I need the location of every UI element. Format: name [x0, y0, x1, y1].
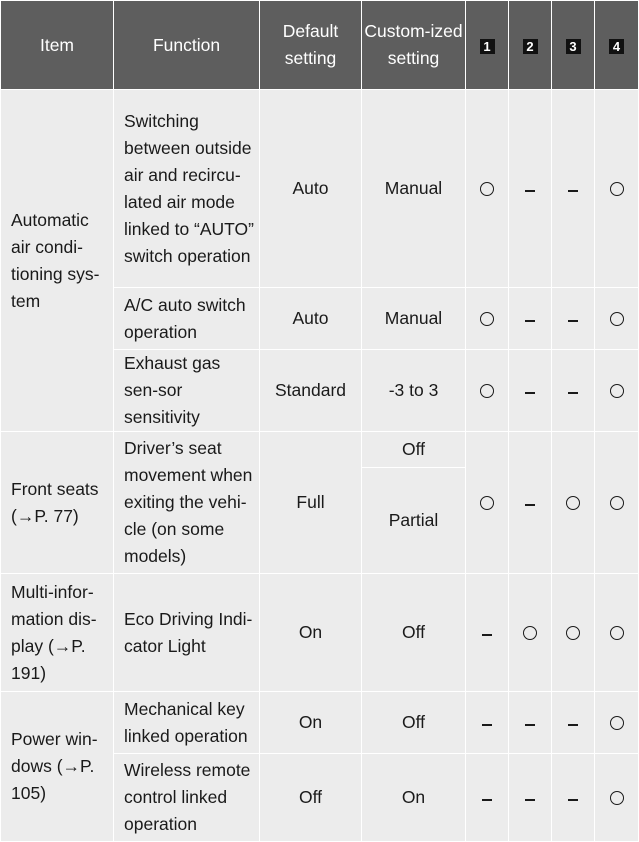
mark-cell [595, 754, 639, 842]
dash-icon [482, 799, 492, 801]
mark-cell [509, 350, 552, 432]
mark-cell [509, 574, 552, 692]
customized-cell: Partial [362, 468, 466, 574]
circle-icon [480, 496, 494, 510]
circle-icon [480, 312, 494, 326]
customized-cell: Off [362, 432, 466, 468]
header-col-3 [552, 1, 595, 90]
mark-cell [595, 432, 639, 574]
header-default-setting: Default setting [260, 1, 362, 90]
customized-cell: On [362, 754, 466, 842]
dash-icon [568, 320, 578, 322]
circle-icon [610, 496, 624, 510]
circle-icon [610, 626, 624, 640]
dash-icon [568, 799, 578, 801]
mark-cell [552, 692, 595, 754]
mark-cell [595, 350, 639, 432]
circle-icon [610, 312, 624, 326]
circle-icon [566, 626, 580, 640]
default-cell: Auto [260, 288, 362, 350]
mark-cell [552, 350, 595, 432]
mark-cell [595, 288, 639, 350]
mark-cell [466, 692, 509, 754]
item-cell: Automatic air condi-tioning sys-tem [1, 90, 114, 432]
mark-cell [466, 574, 509, 692]
circle-icon [610, 791, 624, 805]
mark-cell [552, 754, 595, 842]
function-cell: Mechanical key linked operation [114, 692, 260, 754]
default-cell: Standard [260, 350, 362, 432]
dash-icon [568, 190, 578, 192]
mark-cell [509, 692, 552, 754]
mark-cell [466, 350, 509, 432]
function-cell: Driver’s seat movement when exiting the vehi-cle (on some models) [114, 432, 260, 574]
mark-cell [466, 754, 509, 842]
circle-icon [523, 626, 537, 640]
dash-icon [525, 320, 535, 322]
mark-cell [552, 574, 595, 692]
mark-cell [466, 432, 509, 574]
mark-cell [509, 754, 552, 842]
function-cell: Switching between outside air and recircu-lated air mode linked to “AUTO” switch operation [114, 90, 260, 288]
number-badge-1: 1 [480, 39, 495, 54]
default-cell: On [260, 692, 362, 754]
default-cell: Auto [260, 90, 362, 288]
dash-icon [525, 392, 535, 394]
customized-cell: Manual [362, 288, 466, 350]
mark-cell [466, 90, 509, 288]
default-cell: On [260, 574, 362, 692]
function-cell: Wireless remote control linked operation [114, 754, 260, 842]
circle-icon [480, 182, 494, 196]
header-row [1, 1, 639, 90]
customized-cell: Manual [362, 90, 466, 288]
mark-cell [466, 288, 509, 350]
dash-icon [568, 724, 578, 726]
mark-cell [509, 288, 552, 350]
dash-icon [568, 392, 578, 394]
circle-icon [610, 716, 624, 730]
table-row [1, 432, 639, 468]
header-function: Function [114, 1, 260, 90]
header-customized-setting: Custom-ized setting [362, 1, 466, 90]
circle-icon [480, 384, 494, 398]
number-badge-2: 2 [523, 39, 538, 54]
dash-icon [525, 504, 535, 506]
mark-cell [552, 432, 595, 574]
customized-cell: Off [362, 574, 466, 692]
header-col-1 [466, 1, 509, 90]
item-cell: Multi-infor-mation dis-play (→P. 191) [1, 574, 114, 692]
mark-cell [595, 692, 639, 754]
dash-icon [525, 799, 535, 801]
header-col-2 [509, 1, 552, 90]
header-item: Item [1, 1, 114, 90]
number-badge-4: 4 [609, 39, 624, 54]
circle-icon [610, 182, 624, 196]
item-cell: Power win-dows (→P. 105) [1, 692, 114, 842]
default-cell: Full [260, 432, 362, 574]
mark-cell [595, 574, 639, 692]
customized-cell: -3 to 3 [362, 350, 466, 432]
header-col-4 [595, 1, 639, 90]
function-cell: A/C auto switch operation [114, 288, 260, 350]
customized-cell: Off [362, 692, 466, 754]
mark-cell [509, 90, 552, 288]
table-row [1, 574, 639, 692]
table-row [1, 90, 639, 288]
number-badge-3: 3 [566, 39, 581, 54]
table-row [1, 692, 639, 754]
dash-icon [482, 634, 492, 636]
function-cell: Eco Driving Indi-cator Light [114, 574, 260, 692]
circle-icon [566, 496, 580, 510]
function-cell: Exhaust gas sen-sor sensitivity [114, 350, 260, 432]
mark-cell [552, 90, 595, 288]
mark-cell [552, 288, 595, 350]
item-cell: Front seats (→P. 77) [1, 432, 114, 574]
mark-cell [595, 90, 639, 288]
default-cell: Off [260, 754, 362, 842]
dash-icon [525, 724, 535, 726]
dash-icon [482, 724, 492, 726]
mark-cell [509, 432, 552, 574]
dash-icon [525, 190, 535, 192]
circle-icon [610, 384, 624, 398]
